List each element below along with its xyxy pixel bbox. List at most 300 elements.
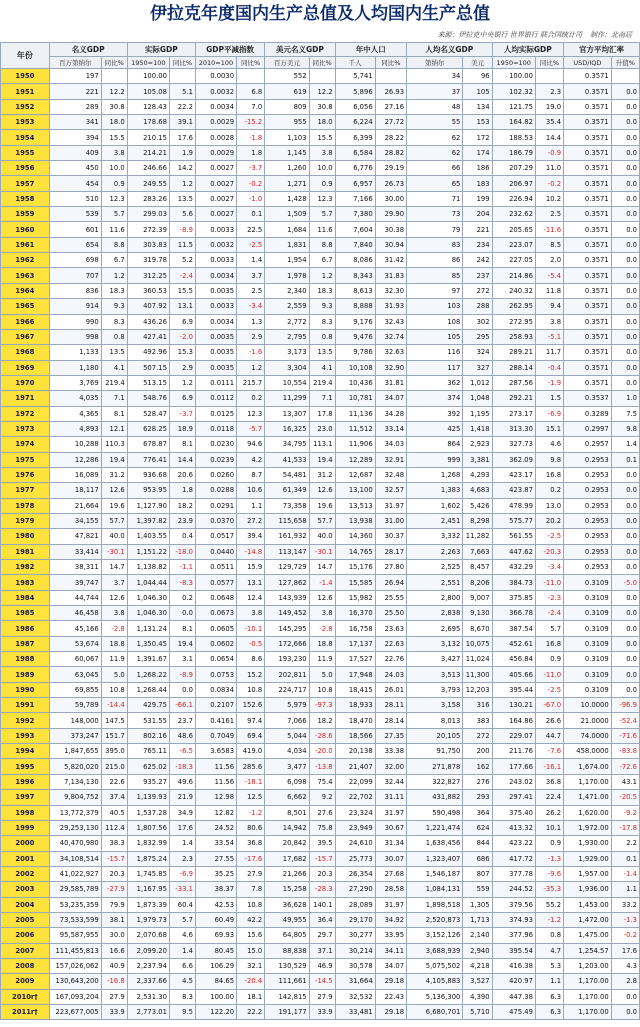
value-cell: 0.0511 xyxy=(195,560,236,575)
value-cell: -15.2 xyxy=(237,115,265,130)
value-cell: 375.85 xyxy=(492,590,535,605)
value-cell: -13.8 xyxy=(309,759,335,774)
value-cell: 27.9 xyxy=(101,989,127,1004)
value-cell: 3.7 xyxy=(101,575,127,590)
year-cell: 2011r† xyxy=(1,1004,50,1019)
value-cell: 1,138.82 xyxy=(127,560,169,575)
value-cell: 10.8 xyxy=(101,682,127,697)
value-cell: 24.03 xyxy=(375,667,406,682)
value-cell: 0.0 xyxy=(611,513,639,528)
value-cell: 20.2 xyxy=(535,513,563,528)
value-cell: 30.67 xyxy=(375,820,406,835)
value-cell: 3,173 xyxy=(265,345,309,360)
value-cell: 28.17 xyxy=(375,544,406,559)
value-cell: 215.7 xyxy=(237,375,265,390)
value-cell xyxy=(375,69,406,84)
value-cell: -2.3 xyxy=(535,590,563,605)
value-cell: 0.0 xyxy=(611,314,639,329)
value-cell: 15,176 xyxy=(335,560,375,575)
value-cell: 1,268.22 xyxy=(127,667,169,682)
value-cell: 0.9 xyxy=(535,652,563,667)
value-cell: 5,741 xyxy=(335,69,375,84)
value-cell: 510 xyxy=(49,191,101,206)
value-cell: 1.1 xyxy=(535,974,563,989)
year-cell: 1991 xyxy=(1,698,50,713)
value-cell: 157,026,062 xyxy=(49,958,101,973)
value-cell: 392 xyxy=(407,406,463,421)
value-cell: 16,325 xyxy=(265,421,309,436)
value-cell: 287.56 xyxy=(492,375,535,390)
value-cell: 65 xyxy=(407,176,463,191)
value-cell: 0.3571 xyxy=(564,145,612,160)
value-cell: 33.54 xyxy=(195,836,236,851)
value-cell: 149,452 xyxy=(265,606,309,621)
value-cell: 1,170.00 xyxy=(564,974,612,989)
value-cell: 11,024 xyxy=(463,652,492,667)
value-cell: 4.5 xyxy=(169,974,195,989)
value-cell: 531.55 xyxy=(127,713,169,728)
value-cell: 765.11 xyxy=(127,744,169,759)
value-cell: 0.3571 xyxy=(564,283,612,298)
value-cell: 1,127.90 xyxy=(127,498,169,513)
value-cell: 686 xyxy=(463,851,492,866)
value-cell: 0.2957 xyxy=(564,437,612,452)
table-row xyxy=(1,621,640,636)
value-cell: 1.2 xyxy=(169,375,195,390)
value-cell: 0.0 xyxy=(611,1004,639,1019)
value-cell: 303.83 xyxy=(127,237,169,252)
value-cell: 0.0239 xyxy=(195,452,236,467)
value-cell: 24,610 xyxy=(335,836,375,851)
group-header: 人均实际GDP xyxy=(492,43,563,57)
value-cell: 2,795 xyxy=(265,329,309,344)
table-row xyxy=(1,161,640,176)
value-cell: 112.4 xyxy=(101,820,127,835)
value-cell: 34,155 xyxy=(49,513,101,528)
value-cell: 9,130 xyxy=(463,606,492,621)
value-cell: 221 xyxy=(463,222,492,237)
value-cell: 1,954 xyxy=(265,253,309,268)
value-cell: 0.0035 xyxy=(195,283,236,298)
value-cell: 11.56 xyxy=(195,774,236,789)
value-cell: 172,666 xyxy=(265,636,309,651)
value-cell: 2.3 xyxy=(535,84,563,99)
year-cell: 1985 xyxy=(1,606,50,621)
year-cell: 1970 xyxy=(1,375,50,390)
value-cell: 18.0 xyxy=(309,115,335,130)
value-cell: 8,670 xyxy=(463,621,492,636)
value-cell: 374 xyxy=(407,391,463,406)
value-cell: 405.66 xyxy=(492,667,535,682)
value-cell: 0.0035 xyxy=(195,345,236,360)
value-cell: 625.02 xyxy=(127,759,169,774)
value-cell: 29.18 xyxy=(375,1004,406,1019)
value-cell: 1,472.00 xyxy=(564,912,612,927)
value-cell: 419.0 xyxy=(237,744,265,759)
year-cell: 1993 xyxy=(1,728,50,743)
value-cell: 1.2 xyxy=(101,268,127,283)
value-cell: 199 xyxy=(463,191,492,206)
value-cell: 7,066 xyxy=(265,713,309,728)
value-cell: 4,105,883 xyxy=(407,974,463,989)
value-cell: 16,089 xyxy=(49,467,101,482)
value-cell: 0.0260 xyxy=(195,467,236,482)
value-cell: 15.2 xyxy=(237,667,265,682)
value-cell: 71 xyxy=(407,191,463,206)
value-cell: -66.1 xyxy=(169,698,195,713)
group-header: 实际GDP xyxy=(127,43,195,57)
table-row xyxy=(1,958,640,973)
value-cell: 13,772,379 xyxy=(49,805,101,820)
value-cell: -30.1 xyxy=(309,544,335,559)
value-cell: 3,152,126 xyxy=(407,928,463,943)
value-cell: 5,896 xyxy=(335,84,375,99)
value-cell: 40.0 xyxy=(309,529,335,544)
value-cell: 0.2953 xyxy=(564,560,612,575)
value-cell: 1.4 xyxy=(169,836,195,851)
value-cell: 19.4 xyxy=(169,636,195,651)
value-cell: 492.96 xyxy=(127,345,169,360)
value-cell: 1,383 xyxy=(407,483,463,498)
value-cell: 48 xyxy=(407,99,463,114)
value-cell: 4.6 xyxy=(535,437,563,452)
value-cell: 6,098 xyxy=(265,774,309,789)
value-cell: 10,436 xyxy=(335,375,375,390)
value-cell: 25.55 xyxy=(375,590,406,605)
value-cell: 33.2 xyxy=(611,897,639,912)
year-cell: 1955 xyxy=(1,145,50,160)
value-cell: 18.8 xyxy=(309,636,335,651)
sub-header: 同比% xyxy=(535,57,563,69)
table-row xyxy=(1,790,640,805)
value-cell: 0.8 xyxy=(309,329,335,344)
value-cell: 0.3571 xyxy=(564,375,612,390)
value-cell: 20.3 xyxy=(309,866,335,881)
value-cell: 27.35 xyxy=(375,728,406,743)
value-cell: 11.56 xyxy=(195,759,236,774)
year-cell: 1988 xyxy=(1,652,50,667)
value-cell: 13.1 xyxy=(237,575,265,590)
value-cell: 6.3 xyxy=(535,989,563,1004)
table-row xyxy=(1,329,640,344)
value-cell: 12.2 xyxy=(101,84,127,99)
table-row xyxy=(1,176,640,191)
value-cell: 23.63 xyxy=(375,621,406,636)
value-cell: 69.4 xyxy=(237,728,265,743)
value-cell: 193,230 xyxy=(265,652,309,667)
value-cell: 3.8 xyxy=(535,314,563,329)
table-row xyxy=(1,759,640,774)
value-cell: 8,613 xyxy=(335,283,375,298)
value-cell: 362 xyxy=(407,375,463,390)
value-cell: 55 xyxy=(407,115,463,130)
value-cell: 2,520,873 xyxy=(407,912,463,927)
value-cell: -7.6 xyxy=(535,744,563,759)
table-row xyxy=(1,314,640,329)
value-cell: 11.0 xyxy=(535,161,563,176)
value-cell: 624 xyxy=(463,820,492,835)
value-cell: 3,304 xyxy=(265,360,309,375)
value-cell: 12.6 xyxy=(309,483,335,498)
value-cell: 26.94 xyxy=(375,575,406,590)
value-cell: 151.7 xyxy=(101,728,127,743)
value-cell: 654 xyxy=(49,237,101,252)
value-cell: 0.9 xyxy=(101,176,127,191)
value-cell: 0.3109 xyxy=(564,682,612,697)
value-cell: 3,769 xyxy=(49,375,101,390)
value-cell: 121.75 xyxy=(492,99,535,114)
value-cell: 188.53 xyxy=(492,130,535,145)
sub-header: 同比% xyxy=(101,57,127,69)
value-cell: 454 xyxy=(49,176,101,191)
value-cell: 24.52 xyxy=(195,820,236,835)
value-cell: 31,664 xyxy=(335,974,375,989)
value-cell: 1.8 xyxy=(237,145,265,160)
value-cell: 79.9 xyxy=(101,897,127,912)
value-cell: 11,136 xyxy=(335,406,375,421)
table-row xyxy=(1,437,640,452)
value-cell: 23,324 xyxy=(335,805,375,820)
value-cell: -0.2 xyxy=(237,176,265,191)
value-cell: 0.4161 xyxy=(195,713,236,728)
value-cell: 122.20 xyxy=(195,1004,236,1019)
value-cell: 11.6 xyxy=(101,222,127,237)
value-cell: 0.0605 xyxy=(195,621,236,636)
value-cell: 26.6 xyxy=(535,713,563,728)
value-cell: 36.4 xyxy=(309,912,335,927)
value-cell: 12.2 xyxy=(309,84,335,99)
value-cell: 33.95 xyxy=(375,928,406,943)
value-cell: 0.0029 xyxy=(195,115,236,130)
value-cell: 18.9 xyxy=(169,421,195,436)
value-cell: 1,875.24 xyxy=(127,851,169,866)
value-cell: 142,815 xyxy=(265,989,309,1004)
table-row xyxy=(1,974,640,989)
value-cell: 30,214 xyxy=(335,943,375,958)
value-cell: 40.9 xyxy=(101,958,127,973)
value-cell: 0.9 xyxy=(535,836,563,851)
value-cell: 2,451 xyxy=(407,513,463,528)
value-cell: 0.0 xyxy=(611,207,639,222)
value-cell: 80.6 xyxy=(237,820,265,835)
value-cell: 6.7 xyxy=(101,253,127,268)
sub-header: 同比% xyxy=(237,57,265,69)
value-cell: 0.3571 xyxy=(564,314,612,329)
value-cell: 0.0 xyxy=(611,329,639,344)
value-cell: 85 xyxy=(407,268,463,283)
value-cell: 69,855 xyxy=(49,682,101,697)
value-cell: 46.9 xyxy=(309,958,335,973)
value-cell: 1,084,131 xyxy=(407,882,463,897)
value-cell: 73 xyxy=(407,207,463,222)
value-cell: 30.37 xyxy=(375,529,406,544)
year-cell: 1986 xyxy=(1,621,50,636)
value-cell: -1.8 xyxy=(237,130,265,145)
value-cell: 0.3109 xyxy=(564,590,612,605)
value-cell: 4,293 xyxy=(463,467,492,482)
value-cell: 14,942 xyxy=(265,820,309,835)
value-cell: 0.0 xyxy=(611,590,639,605)
value-cell: -1.1 xyxy=(169,560,195,575)
value-cell: 1,602 xyxy=(407,498,463,513)
value-cell: 242 xyxy=(463,253,492,268)
value-cell: 34.9 xyxy=(169,805,195,820)
value-cell: 22.2 xyxy=(169,99,195,114)
source-text: 来源：伊拉克中央银行 世界银行 联合国统计司 xyxy=(437,31,582,39)
value-cell: 1,745.85 xyxy=(127,866,169,881)
table-row xyxy=(1,836,640,851)
value-cell: 1,170.00 xyxy=(564,774,612,789)
value-cell: 8,206 xyxy=(463,575,492,590)
value-cell: 3.8 xyxy=(101,145,127,160)
value-cell: -0.9 xyxy=(535,145,563,160)
value-cell: 0.0 xyxy=(611,544,639,559)
value-cell: 5,136,300 xyxy=(407,989,463,1004)
year-cell: 2002 xyxy=(1,866,50,881)
value-cell: 0.0 xyxy=(611,145,639,160)
group-header: 年中人口 xyxy=(335,43,406,57)
value-cell: 4.1 xyxy=(309,360,335,375)
value-cell: 10,075 xyxy=(463,636,492,651)
year-cell: 2004 xyxy=(1,897,50,912)
value-cell: 0.0 xyxy=(611,560,639,575)
value-cell: 0.1 xyxy=(611,452,639,467)
value-cell: 226.94 xyxy=(492,191,535,206)
value-cell: 935.27 xyxy=(127,774,169,789)
value-cell: 1,831 xyxy=(265,237,309,252)
value-cell: 6,584 xyxy=(335,145,375,160)
value-cell: 272.95 xyxy=(492,314,535,329)
value-cell: 313.30 xyxy=(492,421,535,436)
value-cell: 2,070.68 xyxy=(127,928,169,943)
value-cell: 1,139.93 xyxy=(127,790,169,805)
value-cell: 1,167.95 xyxy=(127,882,169,897)
value-cell: 272 xyxy=(463,728,492,743)
value-cell: -83.8 xyxy=(611,744,639,759)
value-cell: 0.3571 xyxy=(564,299,612,314)
table-row xyxy=(1,928,640,943)
value-cell: 0.0 xyxy=(611,253,639,268)
value-cell: 186.79 xyxy=(492,145,535,160)
value-cell: 1.4 xyxy=(237,253,265,268)
value-cell: 289 xyxy=(49,99,101,114)
value-cell: 243.02 xyxy=(492,774,535,789)
table-row xyxy=(1,513,640,528)
value-cell: -16.8 xyxy=(101,974,127,989)
group-header: 人均名义GDP xyxy=(407,43,493,57)
value-cell: 302 xyxy=(463,314,492,329)
value-cell: 864 xyxy=(407,437,463,452)
value-cell: 3,477 xyxy=(265,759,309,774)
value-cell: 5.0 xyxy=(101,667,127,682)
value-cell: 447.62 xyxy=(492,544,535,559)
value-cell: 91,750 xyxy=(407,744,463,759)
value-cell: 575.77 xyxy=(492,513,535,528)
value-cell: 4.7 xyxy=(535,943,563,958)
year-cell: 2000 xyxy=(1,836,50,851)
value-cell: 2,140 xyxy=(463,928,492,943)
value-cell: 244.52 xyxy=(492,882,535,897)
value-cell: 232.62 xyxy=(492,207,535,222)
value-cell: 73,533,599 xyxy=(49,912,101,927)
value-cell: -3.7 xyxy=(237,161,265,176)
value-cell: 4,893 xyxy=(49,421,101,436)
value-cell: 1,929.00 xyxy=(564,851,612,866)
value-cell: 31.11 xyxy=(375,790,406,805)
value-cell xyxy=(169,69,195,84)
value-cell: 3,132 xyxy=(407,636,463,651)
value-cell: 62 xyxy=(407,130,463,145)
value-cell: 0.3537 xyxy=(564,391,612,406)
value-cell: 12,289 xyxy=(335,452,375,467)
table-body xyxy=(1,69,640,1020)
year-cell: 1962 xyxy=(1,253,50,268)
value-cell: -1.2 xyxy=(237,805,265,820)
value-cell: 32.30 xyxy=(375,283,406,298)
value-cell: 39.4 xyxy=(237,529,265,544)
value-cell: 164.86 xyxy=(492,713,535,728)
value-cell: 319.78 xyxy=(127,253,169,268)
value-cell: 0.0027 xyxy=(195,176,236,191)
value-cell: 35.4 xyxy=(535,115,563,130)
value-cell: 55.2 xyxy=(535,897,563,912)
value-cell: 0.0517 xyxy=(195,529,236,544)
value-cell: 100.00 xyxy=(127,69,169,84)
value-cell: 1,898,518 xyxy=(407,897,463,912)
value-cell: 13.5 xyxy=(309,345,335,360)
value-cell: 0.3571 xyxy=(564,207,612,222)
value-cell: 140.1 xyxy=(309,897,335,912)
value-cell: 31.00 xyxy=(375,513,406,528)
sub-header: 1950=100 xyxy=(127,57,169,69)
value-cell: 9.5 xyxy=(169,1004,195,1019)
value-cell: 0.0034 xyxy=(195,314,236,329)
value-cell: 129,729 xyxy=(265,560,309,575)
value-cell: 0.0112 xyxy=(195,391,236,406)
value-cell: 395.54 xyxy=(492,943,535,958)
value-cell: 21,266 xyxy=(265,866,309,881)
value-cell: 10.8 xyxy=(237,897,265,912)
year-cell: 1960 xyxy=(1,222,50,237)
value-cell: 0.2 xyxy=(535,483,563,498)
value-cell: 366.78 xyxy=(492,606,535,621)
value-cell: 20.3 xyxy=(101,866,127,881)
value-cell: 19.4 xyxy=(309,452,335,467)
value-cell: 6,056 xyxy=(335,99,375,114)
value-cell: 1,807.56 xyxy=(127,820,169,835)
value-cell: 15.0 xyxy=(237,943,265,958)
value-cell: 2.3 xyxy=(169,851,195,866)
value-cell: 103 xyxy=(407,299,463,314)
value-cell: 53,674 xyxy=(49,636,101,651)
value-cell: 130,529 xyxy=(265,958,309,973)
value-cell: 0.0027 xyxy=(195,161,236,176)
value-cell: 456.84 xyxy=(492,652,535,667)
value-cell: 619 xyxy=(265,84,309,99)
value-cell: 22.6 xyxy=(101,774,127,789)
value-cell: 0.8 xyxy=(535,928,563,943)
value-cell: 34,108,514 xyxy=(49,851,101,866)
value-cell: 427.41 xyxy=(127,329,169,344)
value-cell: 0.3109 xyxy=(564,621,612,636)
value-cell: 31.42 xyxy=(375,253,406,268)
value-cell: 1.3 xyxy=(237,314,265,329)
value-cell: 3,793 xyxy=(407,682,463,697)
value-cell: 23,949 xyxy=(335,820,375,835)
value-cell: 22.76 xyxy=(375,652,406,667)
year-cell: 1989 xyxy=(1,667,50,682)
value-cell: 13.5 xyxy=(169,191,195,206)
